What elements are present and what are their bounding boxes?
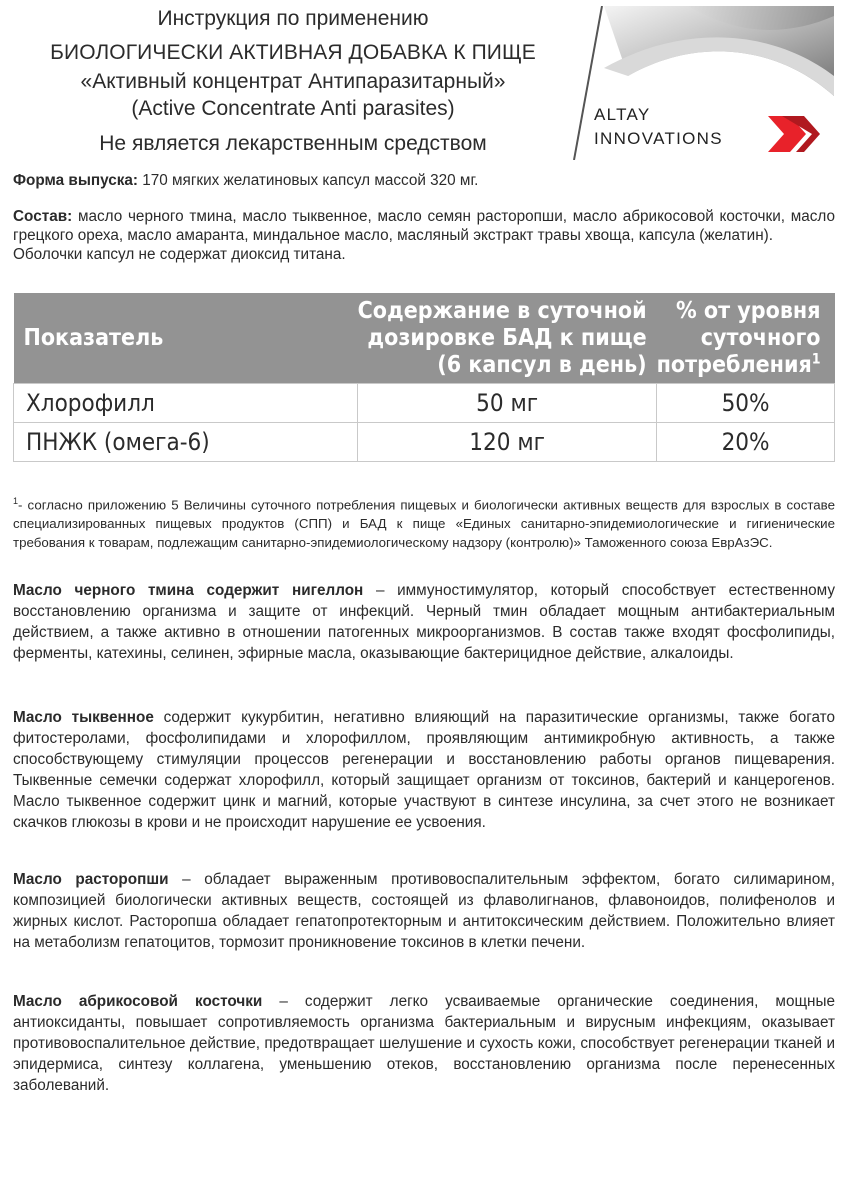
- nutrition-table: [13, 293, 835, 462]
- brand-logo: [568, 6, 834, 160]
- composition-label: Состав:: [13, 208, 73, 225]
- product-name-en: (Active Concentrate Anti parasites): [131, 97, 455, 120]
- composition: [13, 207, 835, 245]
- row-name: Хлорофилл: [14, 384, 358, 423]
- brand-name: [594, 103, 723, 151]
- header-percent: [657, 293, 835, 384]
- section-title: Масло тыквенное: [13, 709, 154, 726]
- header-percent-line2: суточного: [700, 324, 821, 351]
- release-form-text: 170 мягких желатиновых капсул массой 320 мг.: [142, 172, 479, 189]
- title-block: [0, 6, 586, 158]
- row-amount: 50 мг: [358, 384, 657, 423]
- footnote-text: - согласно приложению 5 Величины суточного потребления пищевых и биологически активных веществ для взрослых в составе специализированных пищевых продуктов (СПП) и БАД к пище «Единых санитарно-эпидемиологические и гигиенические требования к товарам, подлежащим санитарно-эпидемиологическому надзору (контролю)» Таможенного союза ЕврАзЭС.: [13, 497, 835, 551]
- instruction-title: Инструкция по применению: [157, 7, 429, 30]
- section-black-cumin: [13, 580, 835, 664]
- section-text: – содержит легко усваиваемые органические соединения, мощные антиоксиданты, повышает сопротивляемость организма бактериальным и вирусным инфекциям, оказывает противовоспалительное действие, предотвращает шелушение и сухость кожи, способствует регенерации тканей и эпидермиса, синтезу коллагена, уменьшению отеков, восстановлению организма после перенесенных заболеваний.: [13, 993, 835, 1094]
- section-text: – иммуностимулятор, который способствует естественному восстановлению организма и защите от инфекций. Черный тмин обладает мощным антибактериальным действием, а также активно в отношении патогенных микроорганизмов. В состав также входят фосфолипиды, ферменты, катехины, селинен, эфирные масла, оказывающие бактерицидное действие, алкалоиды.: [13, 582, 835, 662]
- table-header-row: [14, 293, 835, 384]
- footnote-mark: 1: [13, 496, 19, 506]
- row-amount: 120 мг: [358, 423, 657, 462]
- intro-content: [13, 171, 835, 264]
- header-content-line2: дозировке БАД к пище: [367, 324, 647, 351]
- section-apricot-kernel: [13, 991, 835, 1096]
- table-row: [14, 423, 835, 462]
- composition-note: Оболочки капсул не содержат диоксид титана.: [13, 246, 346, 263]
- disclaimer: Не является лекарственным средством: [99, 132, 487, 155]
- row-percent: 50%: [657, 384, 835, 423]
- row-name: ПНЖК (омега-6): [14, 423, 358, 462]
- header-indicator: Показатель: [14, 293, 358, 384]
- brand-line1: ALTAY: [594, 105, 651, 124]
- product-name-ru: «Активный концентрат Антипаразитарный»: [80, 70, 506, 93]
- header-content-line1: Содержание в суточной: [357, 297, 647, 324]
- section-title: Масло расторопши: [13, 871, 169, 888]
- header: [0, 0, 849, 168]
- section-text: содержит кукурбитин, негативно влияющий на паразитические организмы, также богато фитостеролами, фосфолипидами и хлорофиллом, проявляющим антимикробную активность, а также способствующему стимуляции процессов регенерации и восстановлению работы органов пищеварения. Тыквенные семечки содержат хлорофилл, который защищает организм от токсинов, бактерий и канцерогенов. Масло тыквенное содержит цинк и магний, которые участвуют в синтезе инсулина, за счет этого не возникает скачков глюкозы в крови и не происходит нарушение ее усвоения.: [13, 709, 835, 831]
- footnote-mark: 1: [811, 350, 821, 367]
- header-percent-line1: % от уровня: [675, 297, 821, 324]
- table-row: [14, 384, 835, 423]
- brand-line2: INNOVATIONS: [594, 129, 723, 148]
- header-content: [358, 293, 657, 384]
- release-form: [13, 171, 835, 190]
- row-percent: 20%: [657, 423, 835, 462]
- section-title: Масло черного тмина содержит нигеллон: [13, 582, 364, 599]
- footnote: [13, 492, 835, 552]
- product-type: БИОЛОГИЧЕСКИ АКТИВНАЯ ДОБАВКА К ПИЩЕ: [50, 41, 536, 64]
- section-text: – обладает выраженным противовоспалительным эффектом, богато силимарином, композицией биологически активных веществ, состоящей из флаволигнанов, флавоноидов, полифенолов и жирных кислот. Расторопша обладает гепатопротекторным и антитоксическим действием. Положительно влияет на метаболизм гепатоцитов, тормозит проникновение токсинов в клетки печени.: [13, 871, 835, 951]
- header-content-line3: (6 капсул в день): [437, 351, 647, 378]
- section-pumpkin-oil: [13, 707, 835, 833]
- release-form-label: Форма выпуска:: [13, 172, 139, 189]
- composition-text: масло черного тмина, масло тыквенное, масло семян расторопши, масло абрикосовой косточки, масло грецкого ореха, масло амаранта, миндальное масло, масляный экстракт травы хвоща, капсула (желатин).: [13, 208, 836, 244]
- section-milk-thistle: [13, 869, 835, 953]
- section-title: Масло абрикосовой косточки: [13, 993, 263, 1010]
- header-percent-line3: потребления: [656, 351, 812, 378]
